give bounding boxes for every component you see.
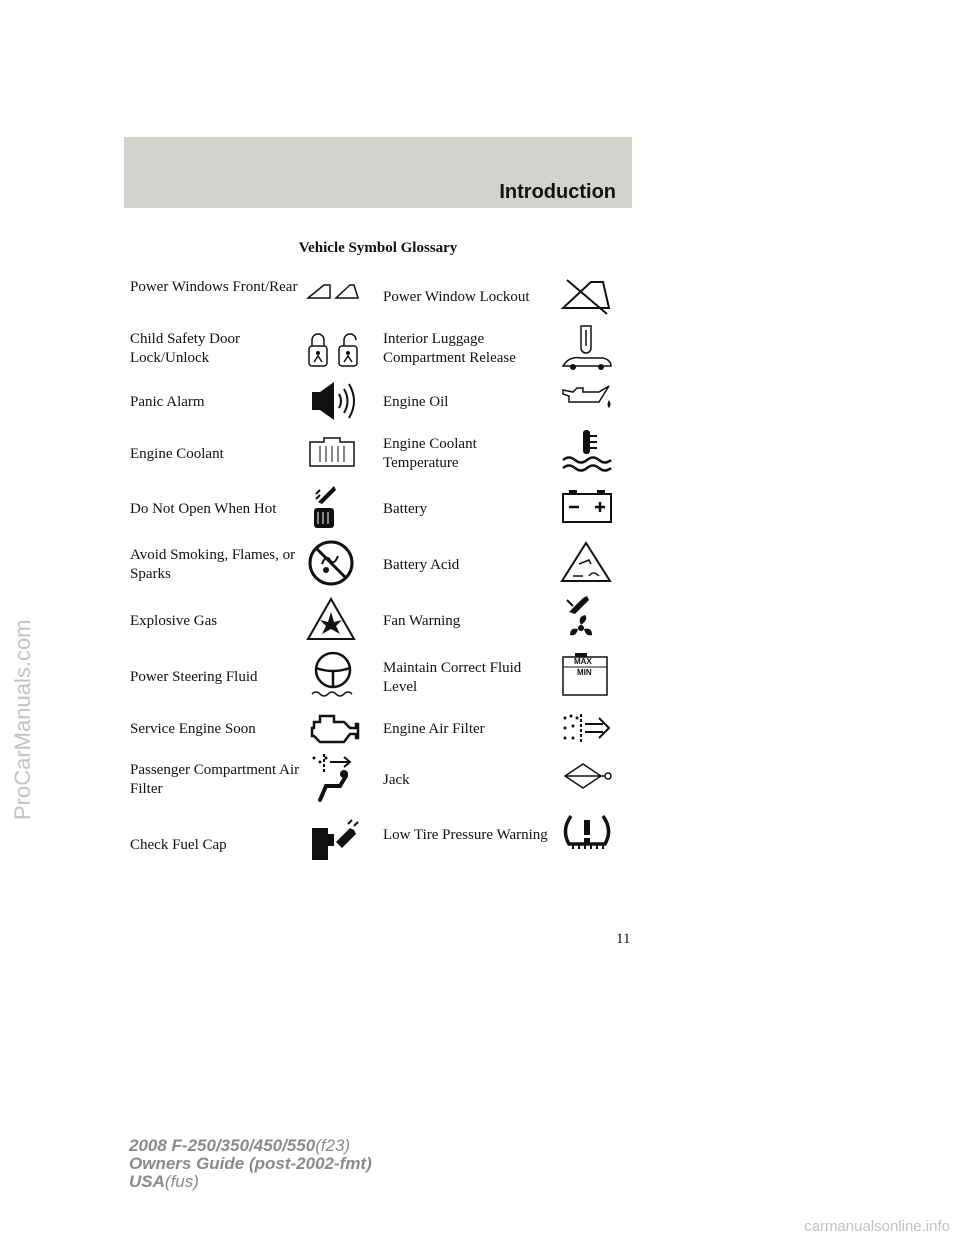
label-power-windows: Power Windows Front/Rear <box>130 279 298 295</box>
label-panic-alarm: Panic Alarm <box>130 394 205 410</box>
label-window-lockout: Power Window Lockout <box>383 289 530 305</box>
air-filter-icon <box>559 710 613 746</box>
explosive-icon <box>306 596 356 642</box>
steering-wheel-icon <box>306 650 360 700</box>
hot-cap-icon <box>306 482 346 530</box>
label-do-not-open: Do Not Open When Hot <box>130 501 277 517</box>
bottom-watermark[interactable]: carmanualsonline.info <box>804 1218 950 1235</box>
footer-guide: Owners Guide (post-2002-fmt) <box>129 1154 372 1173</box>
label-trunk-release: Interior Luggage Compartment Release <box>383 331 516 366</box>
footer-model-code: (f23) <box>315 1136 351 1155</box>
label-cabin-filter: Passenger Compartment Air Filter <box>130 762 300 797</box>
footer-region-code: (fus) <box>164 1172 199 1191</box>
label-power-steering: Power Steering Fluid <box>130 669 258 685</box>
label-fuel-cap: Check Fuel Cap <box>130 837 227 853</box>
label-air-filter: Engine Air Filter <box>383 721 485 737</box>
footer-line-1 <box>129 1137 372 1155</box>
window-lockout-icon <box>559 276 613 316</box>
engine-icon <box>306 710 360 746</box>
label-coolant-temp: Engine Coolant Temperature <box>383 436 477 471</box>
footer <box>129 1137 372 1191</box>
footer-line-3 <box>129 1173 372 1191</box>
tire-pressure-icon <box>559 812 615 852</box>
fuel-cap-icon <box>306 818 360 864</box>
label-tire-pressure: Low Tire Pressure Warning <box>383 827 548 843</box>
footer-model: 2008 F-250/350/450/550 <box>129 1136 316 1155</box>
side-watermark: ProCarManuals.com <box>10 619 35 820</box>
no-smoking-icon <box>306 538 356 588</box>
section-title: Introduction <box>499 181 616 203</box>
coolant-temp-icon <box>559 428 615 472</box>
label-battery-acid: Battery Acid <box>383 557 460 573</box>
power-windows-icon <box>306 282 360 302</box>
footer-line-2 <box>129 1155 372 1173</box>
footer-region: USA <box>129 1172 165 1191</box>
cabin-filter-icon <box>306 752 360 804</box>
fluid-min-label: MIN <box>577 668 592 677</box>
fluid-max-label: MAX <box>574 657 592 666</box>
glossary-title: Vehicle Symbol Glossary <box>298 240 458 256</box>
oil-can-icon <box>559 382 615 412</box>
label-fan-warning: Fan Warning <box>383 613 461 629</box>
label-service-engine: Service Engine Soon <box>130 721 256 737</box>
child-lock-icon <box>306 330 362 370</box>
jack-icon <box>559 760 615 790</box>
page-number: 11 <box>616 931 631 947</box>
fluid-level-icon <box>559 652 611 698</box>
label-explosive-gas: Explosive Gas <box>130 613 218 629</box>
label-no-smoking: Avoid Smoking, Flames, or Sparks <box>130 547 296 582</box>
fan-icon <box>559 592 605 642</box>
acid-warning-icon <box>559 540 613 584</box>
header-band <box>124 137 632 208</box>
label-child-lock: Child Safety Door Lock/Unlock <box>130 331 240 366</box>
battery-icon <box>559 488 615 524</box>
label-engine-coolant: Engine Coolant <box>130 446 224 462</box>
label-fluid-level: Maintain Correct Fluid Level <box>383 660 522 695</box>
trunk-release-icon <box>559 324 613 372</box>
radiator-icon <box>306 434 360 470</box>
speaker-icon <box>306 378 360 424</box>
label-engine-oil: Engine Oil <box>383 394 449 410</box>
label-battery: Battery <box>383 501 428 517</box>
label-jack: Jack <box>383 772 410 788</box>
